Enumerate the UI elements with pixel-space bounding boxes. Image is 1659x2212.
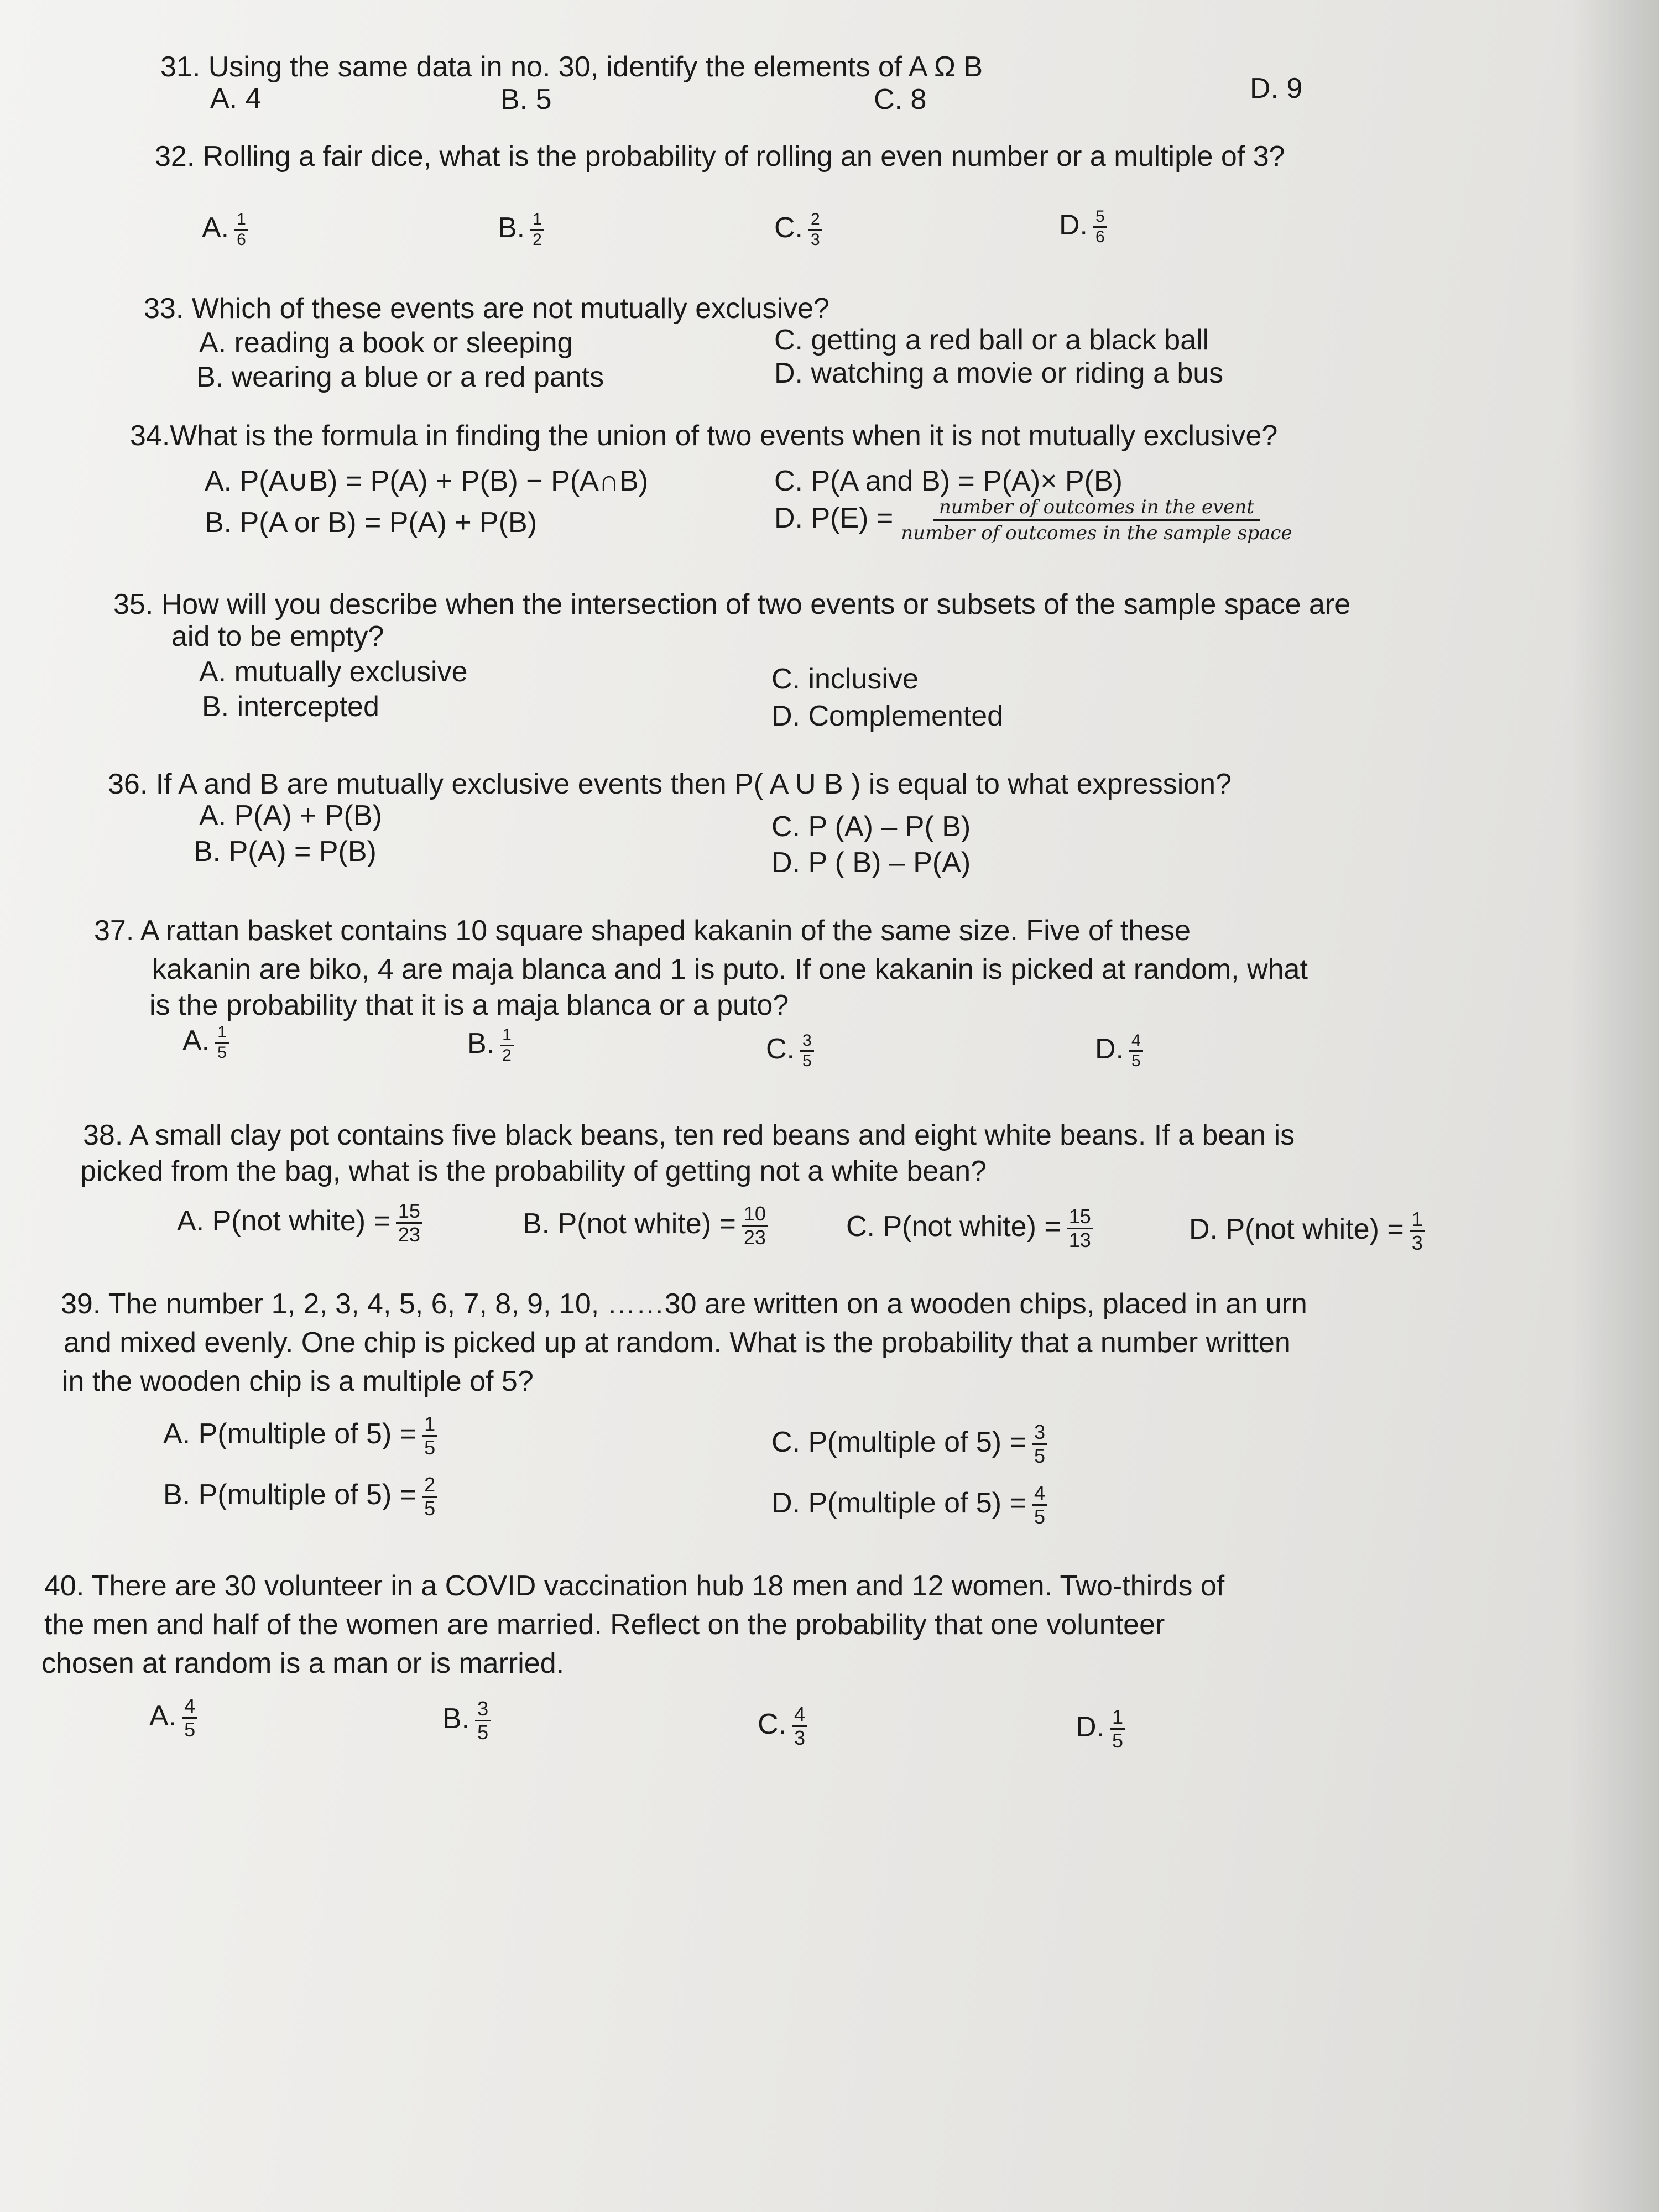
question-33-option-a[interactable]: A. reading a book or sleeping [199, 327, 573, 359]
question-40-option-b[interactable] [442, 1698, 491, 1744]
question-35-stem-line-1: 35. How will you describe when the intersection of two events or subsets of the sample space are [113, 588, 1351, 620]
fraction-denominator: 23 [743, 1226, 766, 1249]
fraction [742, 1203, 768, 1249]
fraction [422, 1413, 437, 1459]
fraction-denominator: 6 [1095, 228, 1105, 246]
option-label: C. [774, 212, 803, 244]
option-label: C. [758, 1708, 786, 1741]
option-label: B. [442, 1703, 470, 1735]
fraction-numerator: 1 [422, 1413, 437, 1437]
fraction-numerator: 1 [500, 1026, 514, 1046]
question-37-option-b[interactable] [467, 1026, 514, 1065]
fraction-denominator: 6 [237, 231, 246, 249]
fraction-numerator: 15 [1067, 1206, 1093, 1229]
fraction-numerator: 2 [808, 210, 822, 231]
question-38-option-c[interactable] [846, 1206, 1093, 1251]
fraction-numerator: 1 [530, 210, 544, 231]
fraction [808, 210, 822, 249]
fraction-numerator: 1 [215, 1023, 229, 1044]
option-label: A. [202, 212, 229, 244]
question-37-option-c[interactable] [766, 1031, 814, 1071]
question-33-option-c[interactable]: C. getting a red ball or a black ball [774, 324, 1209, 356]
fraction-denominator: 5 [477, 1721, 489, 1744]
option-label: D. [1059, 209, 1088, 242]
question-40-option-d[interactable] [1076, 1706, 1125, 1752]
question-40-stem-line-1: 40. There are 30 volunteer in a COVID vaccination hub 18 men and 12 women. Two-thirds of [44, 1570, 1225, 1602]
option-label: D. P(E) = [774, 502, 894, 535]
fraction [500, 1026, 514, 1065]
question-35-option-d[interactable]: D. Complemented [771, 700, 1004, 732]
fraction-denominator: 2 [502, 1046, 512, 1065]
fraction-numerator: 3 [800, 1031, 814, 1052]
question-40-option-a[interactable] [149, 1695, 197, 1741]
question-32-option-d[interactable] [1059, 207, 1107, 247]
question-38-option-a[interactable] [177, 1200, 422, 1246]
option-label: B. P(multiple of 5) = [163, 1479, 417, 1511]
fraction-denominator: 5 [217, 1044, 227, 1062]
fraction-numerator: 4 [792, 1703, 807, 1727]
question-31-option-d[interactable]: D. 9 [1250, 72, 1303, 105]
option-label: C. P(multiple of 5) = [771, 1426, 1026, 1459]
question-35-option-b[interactable]: B. intercepted [202, 691, 379, 723]
question-37-stem-line-3: is the probability that it is a maja blanca or a puto? [149, 989, 789, 1021]
fraction [1129, 1031, 1143, 1071]
question-35-stem-line-2: aid to be empty? [171, 620, 384, 653]
formula-fraction [901, 495, 1292, 545]
option-label: D. P(multiple of 5) = [771, 1487, 1026, 1520]
fraction-numerator: 5 [1093, 207, 1107, 228]
question-38-stem-line-2: picked from the bag, what is the probability of getting not a white bean? [80, 1155, 987, 1187]
fraction-denominator: 3 [811, 231, 820, 249]
question-35-option-a[interactable]: A. mutually exclusive [199, 656, 468, 688]
question-33-option-b[interactable]: B. wearing a blue or a red pants [196, 361, 604, 393]
question-39-option-a[interactable] [163, 1413, 437, 1459]
question-40-stem-line-2: the men and half of the women are married. Reflect on the probability that one volunteer [44, 1609, 1165, 1641]
fraction-denominator: 23 [398, 1223, 420, 1246]
question-33-stem: 33. Which of these events are not mutually exclusive? [144, 293, 830, 325]
question-39-stem-line-1: 39. The number 1, 2, 3, 4, 5, 6, 7, 8, 9, 10, ……30 are written on a wooden chips, placed in an urn [61, 1288, 1307, 1320]
fraction-numerator: 15 [396, 1200, 422, 1224]
question-34-option-c[interactable]: C. P(A and B) = P(A)× P(B) [774, 465, 1123, 497]
question-34-option-d[interactable] [774, 495, 1292, 545]
fraction [215, 1023, 229, 1062]
option-label: C. [766, 1033, 795, 1066]
question-34-option-a[interactable]: A. P(A∪B) = P(A) + P(B) − P(A∩B) [205, 465, 649, 497]
fraction-denominator: 5 [1034, 1505, 1045, 1528]
option-label: D. [1076, 1711, 1104, 1744]
question-40-option-c[interactable] [758, 1703, 807, 1749]
question-32-option-b[interactable] [498, 210, 544, 249]
fraction-numerator: 1 [1410, 1208, 1425, 1232]
option-label: A. P(multiple of 5) = [163, 1418, 417, 1451]
fraction-denominator: 3 [794, 1726, 806, 1749]
question-32-option-c[interactable] [774, 210, 822, 249]
question-36-stem: 36. If A and B are mutually exclusive events then P( A U B ) is equal to what expression? [108, 768, 1232, 800]
fraction [1067, 1206, 1093, 1251]
option-label: A. [182, 1025, 210, 1057]
fraction-denominator: 5 [424, 1436, 436, 1459]
question-37-option-d[interactable] [1095, 1031, 1143, 1071]
question-38-option-b[interactable] [523, 1203, 768, 1249]
fraction [1410, 1208, 1425, 1254]
question-38-option-d[interactable] [1189, 1208, 1425, 1254]
question-39-stem-line-3: in the wooden chip is a multiple of 5? [62, 1365, 534, 1397]
question-40-stem-line-3: chosen at random is a man or is married. [41, 1647, 565, 1679]
fraction-denominator: 5 [802, 1052, 812, 1070]
fraction [396, 1200, 422, 1246]
question-39-stem-line-2: and mixed evenly. One chip is picked up at random. What is the probability that a number written [64, 1327, 1291, 1359]
fraction [1032, 1482, 1047, 1528]
question-31-option-b[interactable]: B. 5 [500, 84, 552, 116]
question-37-stem-line-1: 37. A rattan basket contains 10 square shaped kakanin of the same size. Five of these [94, 915, 1191, 947]
fraction-denominator: number of outcomes in the sample space [901, 522, 1292, 544]
question-36-option-d[interactable]: D. P ( B) – P(A) [771, 847, 971, 879]
question-32-stem: 32. Rolling a fair dice, what is the probability of rolling an even number or a multiple of 3? [155, 140, 1285, 173]
fraction-denominator: 13 [1068, 1229, 1091, 1251]
question-31-stem: 31. Using the same data in no. 30, identify the elements of A Ω B [160, 51, 983, 83]
fraction [1093, 207, 1107, 247]
option-label: B. [498, 212, 525, 244]
fraction-denominator: 5 [424, 1497, 436, 1520]
option-label: D. [1095, 1033, 1124, 1066]
fraction-numerator: number of outcomes in the event [933, 495, 1260, 521]
fraction [530, 210, 544, 249]
fraction-numerator: 4 [182, 1695, 197, 1719]
option-label: D. P(not white) = [1189, 1213, 1404, 1246]
question-33-option-d[interactable]: D. watching a movie or riding a bus [774, 357, 1224, 389]
question-37-stem-line-2: kakanin are biko, 4 are maja blanca and 1 is puto. If one kakanin is picked at random, what [152, 953, 1308, 985]
fraction [792, 1703, 807, 1749]
question-36-option-b[interactable]: B. P(A) = P(B) [194, 836, 377, 868]
question-39-option-c[interactable] [771, 1421, 1047, 1467]
option-label: B. P(not white) = [523, 1208, 736, 1240]
question-39-option-d[interactable] [771, 1482, 1047, 1528]
fraction-numerator: 4 [1032, 1482, 1047, 1506]
question-31-option-a[interactable]: A. 4 [210, 82, 262, 114]
question-37-option-a[interactable] [182, 1023, 229, 1062]
fraction-denominator: 5 [1034, 1444, 1045, 1467]
fraction-denominator: 5 [1112, 1729, 1124, 1752]
question-34-option-b[interactable]: B. P(A or B) = P(A) + P(B) [205, 507, 538, 539]
fraction-numerator: 3 [475, 1698, 491, 1721]
question-36-option-c[interactable]: C. P (A) – P( B) [771, 811, 971, 843]
option-label: A. [149, 1700, 177, 1733]
fraction-denominator: 5 [1131, 1052, 1141, 1070]
question-36-option-a[interactable]: A. P(A) + P(B) [199, 800, 382, 832]
fraction [422, 1474, 437, 1520]
fraction-numerator: 1 [234, 210, 248, 231]
option-label: C. P(not white) = [846, 1211, 1061, 1243]
fraction-numerator: 2 [422, 1474, 437, 1498]
fraction [182, 1695, 197, 1741]
question-39-option-b[interactable] [163, 1474, 437, 1520]
option-label: A. P(not white) = [177, 1205, 390, 1238]
question-35-option-c[interactable]: C. inclusive [771, 663, 919, 695]
fraction-numerator: 4 [1129, 1031, 1143, 1052]
question-32-option-a[interactable] [202, 210, 248, 249]
fraction [800, 1031, 814, 1071]
fraction-denominator: 3 [1411, 1232, 1423, 1254]
fraction-numerator: 10 [742, 1203, 768, 1227]
fraction [1110, 1706, 1125, 1752]
option-label: B. [467, 1027, 495, 1060]
fraction-numerator: 3 [1032, 1421, 1047, 1445]
fraction-denominator: 5 [184, 1718, 196, 1741]
fraction [234, 210, 248, 249]
question-34-stem: 34.What is the formula in finding the union of two events when it is not mutually exclusive? [130, 420, 1278, 452]
question-31-option-c[interactable]: C. 8 [874, 84, 927, 116]
fraction-numerator: 1 [1110, 1706, 1125, 1730]
question-38-stem-line-1: 38. A small clay pot contains five black beans, ten red beans and eight white beans. If a bean is [83, 1119, 1295, 1151]
fraction [475, 1698, 491, 1744]
fraction [1032, 1421, 1047, 1467]
fraction-denominator: 2 [533, 231, 542, 249]
